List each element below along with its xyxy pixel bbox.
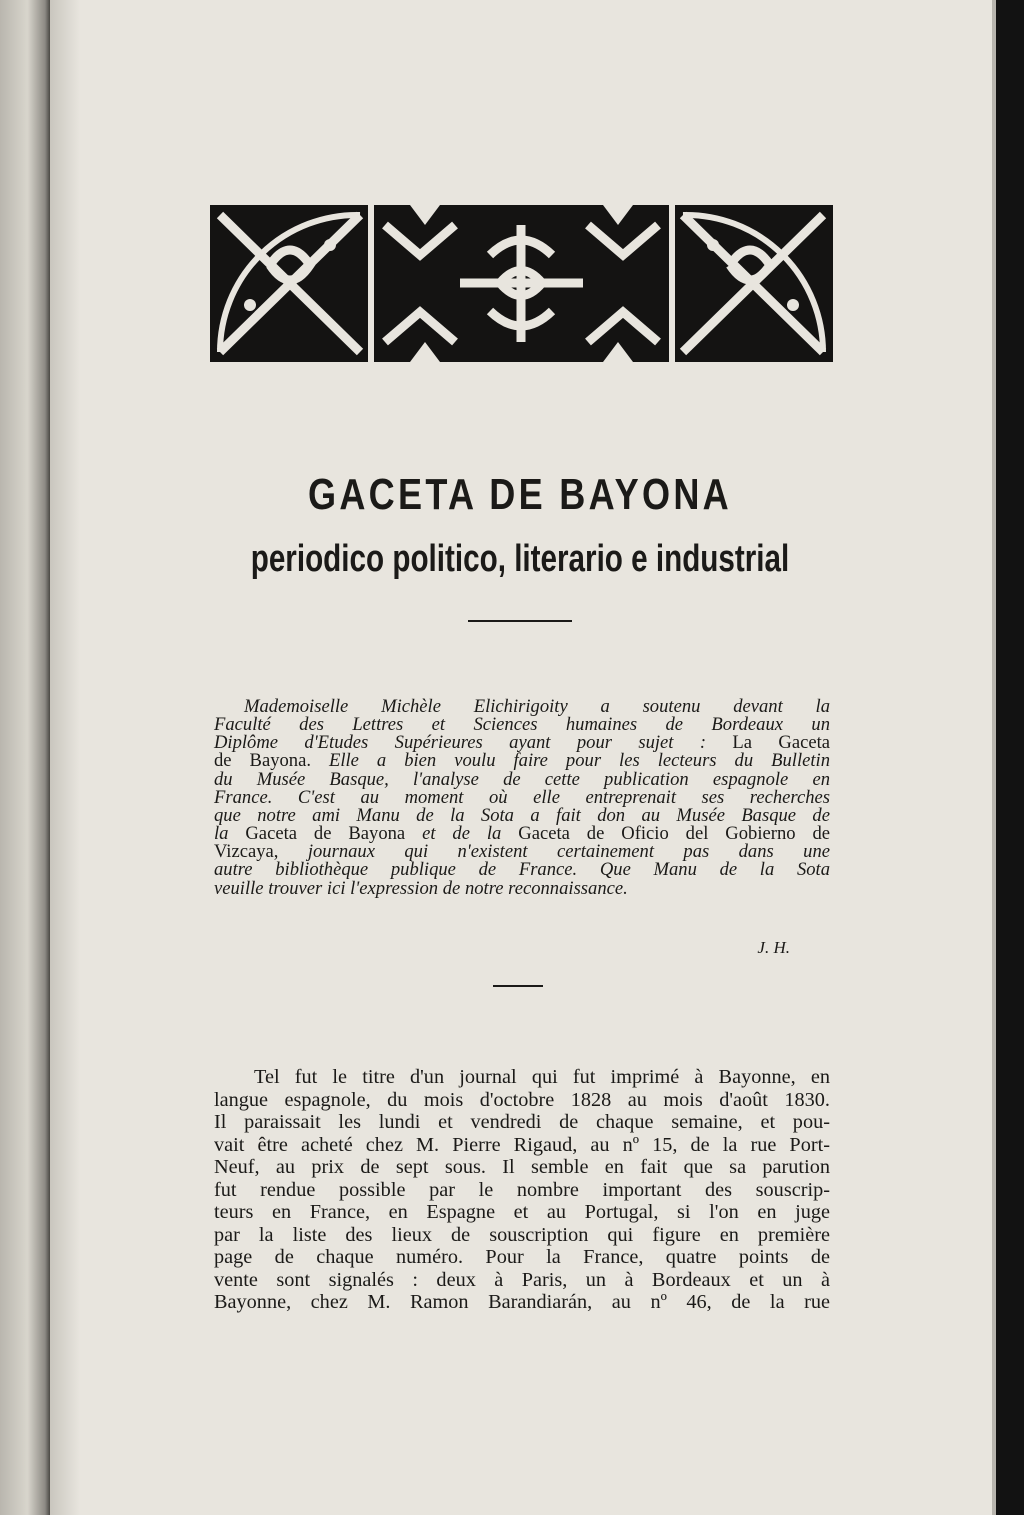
text-line	[214, 877, 830, 899]
italic-text: France. C'est au moment où elle entreprenait ses recherches	[214, 786, 830, 808]
scan-background	[996, 0, 1024, 1515]
text-line: Il paraissait les lundi et vendredi de chaque semaine, et pou-	[214, 1111, 830, 1133]
italic-text: que notre ami Manu de la Sota a fait don au Musée Basque de	[214, 804, 830, 826]
italic-text: Diplôme d'Etudes Supérieures ayant pour sujet :	[214, 732, 707, 754]
text-line: langue espagnole, du mois d'octobre 1828 au mois d'août 1830.	[214, 1088, 830, 1111]
text-line: Neuf, au prix de sept sous. Il semble en fait que sa parution	[214, 1156, 830, 1178]
roman-text: La Gaceta	[706, 732, 830, 754]
italic-text: et de la	[422, 823, 502, 845]
text-line: Bayonne, chez M. Ramon Barandiarán, au nº 46, de la rue	[214, 1291, 830, 1313]
italic-text: Faculté des Lettres et Sciences humaines de Bordeaux un	[214, 714, 830, 736]
text-line: fut rendue possible par le nombre important des souscrip-	[214, 1178, 830, 1201]
facing-page-edge	[0, 0, 50, 1515]
book-gutter	[50, 0, 80, 1515]
italic-text: du Musée Basque, l'analyse de cette publication espagnole en	[214, 768, 830, 790]
body-paragraph	[214, 1066, 830, 1314]
text-line: vente sont signalés : deux à Paris, un à Bordeaux et un à	[214, 1268, 830, 1291]
article-title: GACETA DE BAYONA	[307, 470, 733, 519]
text-line: vait être acheté chez M. Pierre Rigaud, au nº 15, de la rue Port-	[214, 1133, 830, 1156]
roman-text: de Bayona.	[214, 750, 329, 772]
text-line: page de chaque numéro. Pour la France, quatre points de	[214, 1246, 830, 1268]
text-line: Tel fut le titre d'un journal qui fut imprimé à Bayonne, en	[254, 1066, 830, 1088]
italic-text: autre bibliothèque publique de France. Que Manu de la Sota	[214, 859, 830, 881]
intro-paragraph	[214, 698, 830, 898]
divider-rule	[468, 620, 572, 622]
divider-rule	[493, 985, 543, 987]
roman-text: Gaceta de Oficio del Gobierno de	[501, 823, 830, 845]
text-line: teurs en France, en Espagne et au Portugal, si l'on en juge	[214, 1201, 830, 1223]
roman-text: Gaceta de Bayona	[228, 823, 423, 845]
text-line: par la liste des lieux de souscription qui figure en première	[214, 1223, 830, 1246]
roman-text: Vizcaya,	[214, 841, 308, 863]
italic-text: Mademoiselle Michèle Elichirigoity a soutenu devant la	[244, 696, 830, 717]
article-subtitle: periodico politico, literario e industrial	[250, 538, 790, 580]
italic-text: Elle a bien voulu faire pour les lecteurs du Bulletin	[328, 750, 830, 772]
ornamental-frieze	[210, 205, 833, 362]
signature-initials: J. H.	[757, 938, 790, 957]
italic-text: veuille trouver ici l'expression de notre reconnaissance.	[214, 877, 628, 899]
italic-text: la	[214, 823, 229, 845]
italic-text: journaux qui n'existent certainement pas dans une	[307, 841, 830, 863]
